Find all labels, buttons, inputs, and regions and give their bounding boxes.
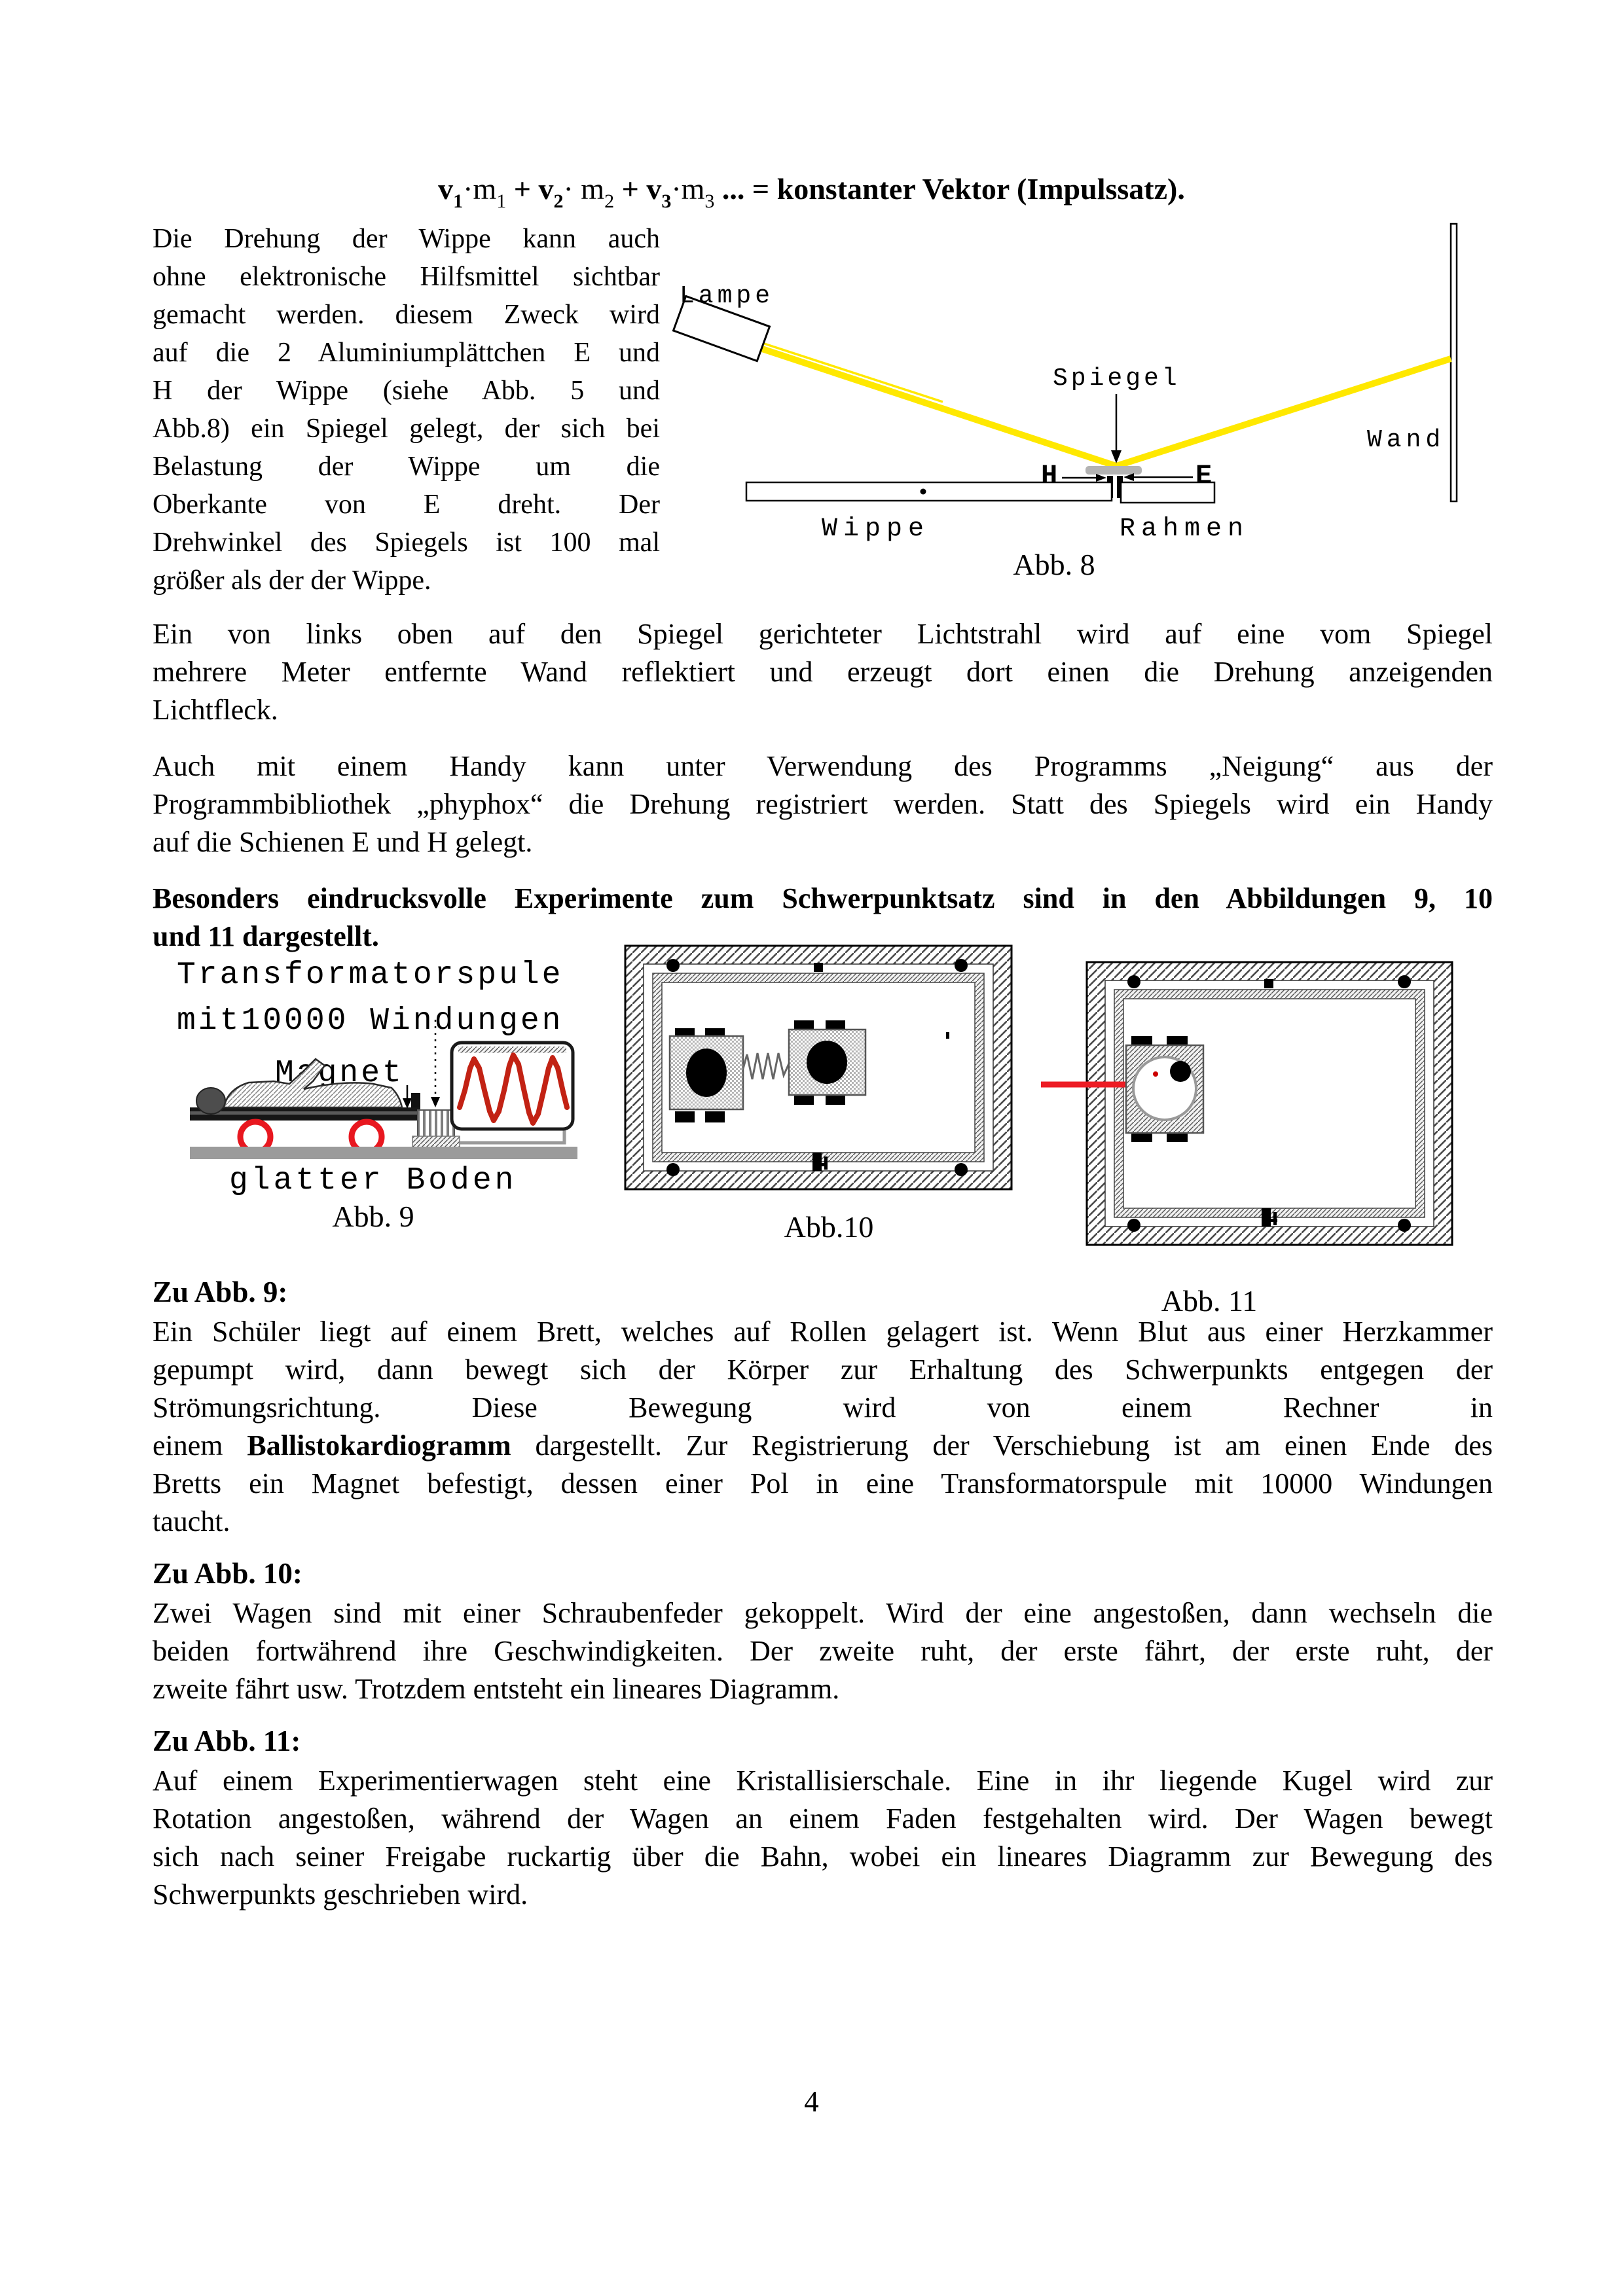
text-line: Drehwinkel des Spiegels ist 100 mal (153, 528, 660, 558)
text-line: mehrere Meter entfernte Wand reflektiert und erzeugt dort einen die Drehung anzeigenden (153, 656, 1493, 688)
red-speck (1153, 1071, 1158, 1077)
coil-label-line2: mit10000 Windungen (177, 1003, 564, 1039)
figure-abb8 (661, 223, 1493, 589)
text-line: zweite fährt usw. Trotzdem entsteht ein lineares Diagramm. (153, 1673, 840, 1705)
text-line: Auf einem Experimentierwagen steht eine Kristallisierschale. Eine in ihr liegende Kugel wird zur (153, 1765, 1493, 1797)
formula-segment: 2 (553, 190, 564, 212)
sec9-line4-post: dargestellt. Zur Registrierung der Verschiebung ist am einen Ende des (511, 1429, 1493, 1462)
sec10-paragraph (153, 1594, 1493, 1708)
floor-shape (190, 1147, 577, 1159)
board-highlight (190, 1111, 420, 1115)
figure-abb9 (164, 942, 668, 1234)
wall-shape (1451, 224, 1457, 501)
screw-bottom-right (1398, 1219, 1411, 1232)
caption-abb11: Abb. 11 (1161, 1284, 1258, 1318)
formula-segment: 1 (496, 190, 507, 212)
coil-label-line1: Transformatorspule (177, 958, 564, 993)
mirror-shape (1085, 466, 1142, 475)
text-line: Schwerpunkts geschrieben wird. (153, 1878, 528, 1910)
magnet-arrow-head (403, 1098, 412, 1109)
clamp-top (814, 963, 823, 972)
text-line: gepumpt wird, dann bewegt sich der Körper zur Erhaltung des Schwerpunkts entgegen der (153, 1354, 1493, 1386)
text-line: Lichtfleck. (153, 694, 278, 726)
label-e: E (1195, 460, 1213, 492)
coil-shape (418, 1110, 454, 1140)
screw-top-right (955, 959, 968, 972)
text-line: Abb.8) ein Spiegel gelegt, der sich bei (153, 414, 660, 444)
cart-left (670, 1028, 743, 1122)
text-line: Strömungsrichtung. Diese Bewegung wird von einem Rechner in (153, 1391, 1493, 1424)
screw-top-left (1127, 975, 1140, 988)
text-line: und 11 dargestellt. (153, 920, 379, 952)
formula-segment: ... = konstanter Vektor (Impulssatz). (714, 172, 1185, 206)
formula-segment: 3 (704, 190, 715, 212)
text-line: taucht. (153, 1505, 230, 1537)
cart-right (789, 1020, 866, 1105)
coil-base (412, 1136, 460, 1148)
h-arrow-head (1096, 474, 1106, 482)
page-number: 4 (804, 2085, 819, 2118)
lamp-label: Lampe (680, 282, 775, 310)
sec11-paragraph (153, 1762, 1493, 1914)
magnet-label: Magnet (275, 1056, 404, 1091)
figure-abb11 (1038, 952, 1460, 1319)
mirror-label: Spiegel (1053, 365, 1180, 393)
formula-segment: v (646, 172, 662, 206)
intro-paragraph (153, 220, 660, 600)
text-line: gemacht werden. diesem Zweck wird (153, 300, 660, 330)
screw-top-right (1398, 975, 1411, 988)
frame-label: Rahmen (1120, 514, 1250, 544)
momentum-formula (0, 171, 1623, 212)
cable-line (460, 1130, 564, 1143)
side-mark (946, 1032, 949, 1039)
text-line: größer als der der Wippe. (153, 565, 431, 596)
heading-zu-abb10: Zu Abb. 10: (153, 1557, 302, 1590)
text-line: beiden fortwährend ihre Geschwindigkeiten. Der zweite ruht, der erste fährt, der erste ruht, der (153, 1635, 1493, 1667)
text-line: Oberkante von E dreht. Der (153, 490, 660, 520)
sec9-line-ballisto (153, 1427, 1493, 1465)
floor-label: glatter Boden (229, 1163, 517, 1198)
formula-segment: · m (563, 172, 605, 206)
text-line: Besonders eindrucksvolle Experimente zum Schwerpunktsatz sind in den Abbildungen 9, 10 (153, 882, 1493, 914)
text-line: Ein Schüler liegt auf einem Brett, welches auf Rollen gelagert ist. Wenn Blut aus einer Herzkammer (153, 1316, 1493, 1348)
sec9-lines-after (153, 1465, 1493, 1541)
sec9-lines-before (153, 1313, 1493, 1427)
paragraph-handy (153, 747, 1493, 861)
text-line: sich nach seiner Freigabe ruckartig über die Bahn, wobei ein lineares Diagramm zur Bewegung des (153, 1840, 1493, 1873)
text-line: auf die Schienen E und H gelegt. (153, 826, 533, 858)
sec9-paragraph (153, 1313, 1493, 1541)
text-line: Ein von links oben auf den Spiegel gerichteter Lichtstrahl wird auf eine vom Spiegel (153, 618, 1493, 650)
caption-abb8: Abb. 8 (1013, 548, 1095, 581)
text-line: Bretts ein Magnet befestigt, dessen einer Pol in eine Transformatorspule mit 10000 Windungen (153, 1467, 1493, 1499)
text-line: Auch mit einem Handy kann unter Verwendung des Programms „Neigung“ aus der (153, 750, 1493, 782)
label-h: H (1041, 460, 1058, 492)
formula-segment: v (538, 172, 554, 206)
text-line: H der Wippe (siehe Abb. 5 und (153, 376, 660, 406)
screw-top-left (666, 959, 680, 972)
paragraph-lichtstrahl (153, 615, 1493, 729)
monitor-top-strip (458, 1047, 566, 1053)
heading-zu-abb11: Zu Abb. 11: (153, 1725, 301, 1757)
text-line: Die Drehung der Wippe kann auch (153, 224, 660, 254)
sec9-line4-pre: einem (153, 1429, 247, 1462)
formula-segment: 3 (661, 190, 672, 212)
person-head (196, 1088, 225, 1114)
formula-segment: ·m (463, 172, 497, 206)
heading-zu-abb9: Zu Abb. 9: (153, 1276, 288, 1308)
text-line: Programmbibliothek „phyphox“ die Drehung registriert werden. Statt des Spiegels wird ein Handy (153, 788, 1493, 820)
text-line: ohne elektronische Hilfsmittel sichtbar (153, 262, 660, 292)
figure-abb10 (624, 944, 1017, 1242)
formula-segment: ·m (671, 172, 705, 206)
formula-segment: 2 (604, 190, 615, 212)
formula-segment: + (614, 172, 647, 206)
formula-segment: v (438, 172, 454, 206)
wall-label: Wand (1367, 426, 1446, 454)
pivot-dot (921, 489, 926, 495)
formula-segment: 1 (453, 190, 464, 212)
text-line: auf die 2 Aluminiumplättchen E und (153, 338, 660, 368)
text-line: Belastung der Wippe um die (153, 452, 660, 482)
screw-bottom-right (955, 1163, 968, 1176)
sec9-line4-bold: Ballistokardiogramm (247, 1429, 511, 1462)
text-line: Zwei Wagen sind mit einer Schraubenfeder gekoppelt. Wird der eine angestoßen, dann wechseln die (153, 1597, 1493, 1629)
seesaw-label: Wippe (822, 514, 930, 544)
screw-bottom-left (1127, 1219, 1140, 1232)
coil-arrow-head (431, 1097, 440, 1107)
clamp-top (1264, 979, 1273, 988)
caption-abb10: Abb.10 (784, 1210, 874, 1242)
caption-abb9: Abb. 9 (332, 1200, 414, 1233)
light-beam-faint (758, 342, 943, 402)
formula-segment: + (506, 172, 539, 206)
cart-with-dish (1126, 1036, 1203, 1142)
text-line: Rotation angestoßen, während der Wagen an einem Faden festgehalten wird. Der Wagen bewegt (153, 1803, 1493, 1835)
screw-bottom-left (666, 1163, 680, 1176)
ball (1170, 1061, 1191, 1082)
